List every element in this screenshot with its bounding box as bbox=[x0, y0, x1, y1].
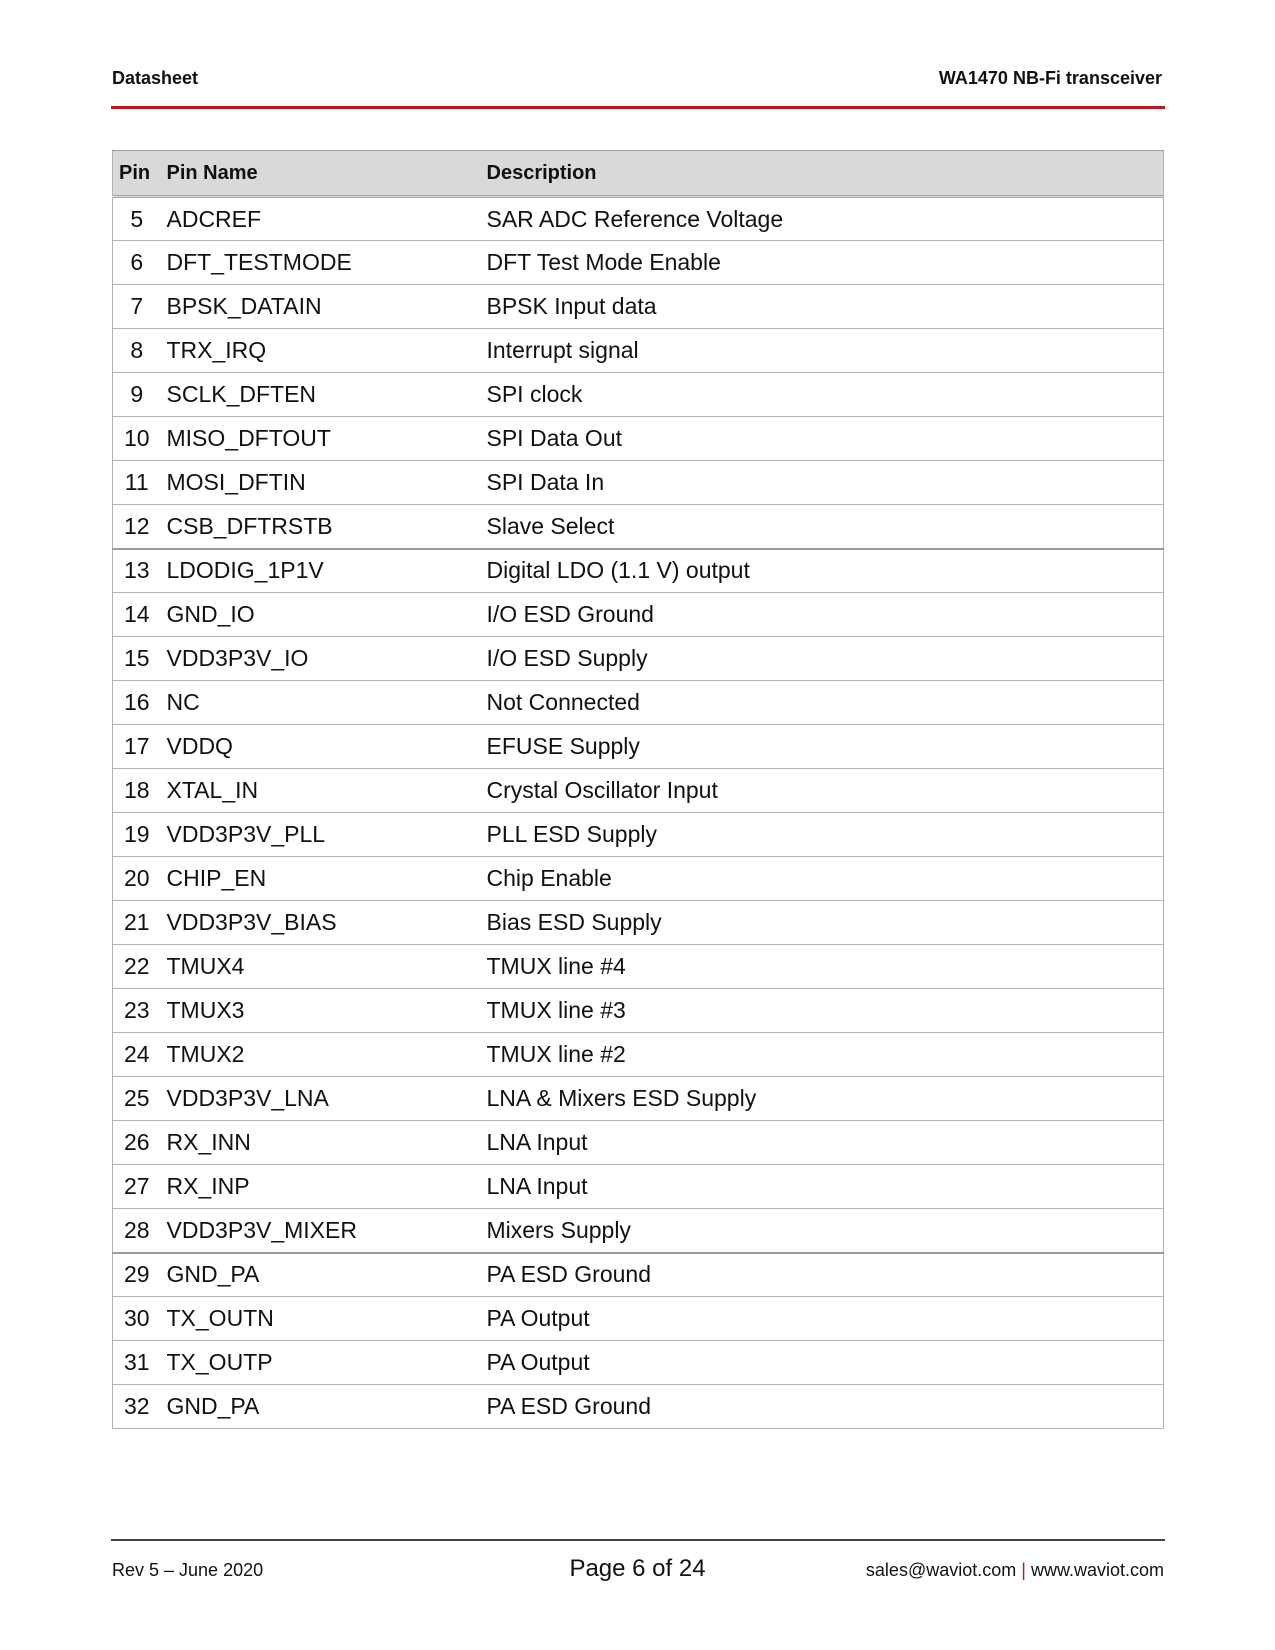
pin-number-cell: 9 bbox=[113, 373, 161, 417]
pin-name-cell: TMUX4 bbox=[161, 945, 481, 989]
table-row bbox=[113, 637, 1164, 681]
pin-name-cell: VDD3P3V_PLL bbox=[161, 813, 481, 857]
pin-number-cell: 28 bbox=[113, 1209, 161, 1253]
pin-name-cell: RX_INN bbox=[161, 1121, 481, 1165]
pin-number-cell: 27 bbox=[113, 1165, 161, 1209]
pin-name-cell: XTAL_IN bbox=[161, 769, 481, 813]
header-divider bbox=[111, 106, 1165, 109]
table-row bbox=[113, 1033, 1164, 1077]
table-row bbox=[113, 901, 1164, 945]
pin-number-cell: 26 bbox=[113, 1121, 161, 1165]
pin-number-cell: 11 bbox=[113, 461, 161, 505]
table-row bbox=[113, 1121, 1164, 1165]
table-row bbox=[113, 1253, 1164, 1297]
table-row bbox=[113, 1077, 1164, 1121]
pin-name-cell: MOSI_DFTIN bbox=[161, 461, 481, 505]
pin-description-cell: SPI clock bbox=[481, 373, 1164, 417]
pin-number-cell: 10 bbox=[113, 417, 161, 461]
pin-number-cell: 16 bbox=[113, 681, 161, 725]
pin-number-cell: 18 bbox=[113, 769, 161, 813]
pin-name-cell: VDD3P3V_IO bbox=[161, 637, 481, 681]
page-header bbox=[112, 68, 1162, 92]
footer-contact bbox=[866, 1560, 1164, 1581]
table-row bbox=[113, 593, 1164, 637]
pin-name-cell: CSB_DFTRSTB bbox=[161, 505, 481, 549]
table-row bbox=[113, 549, 1164, 593]
pin-number-cell: 22 bbox=[113, 945, 161, 989]
pin-number-cell: 7 bbox=[113, 285, 161, 329]
pin-name-cell: MISO_DFTOUT bbox=[161, 417, 481, 461]
table-row bbox=[113, 681, 1164, 725]
pin-number-cell: 24 bbox=[113, 1033, 161, 1077]
pin-description-cell: TMUX line #4 bbox=[481, 945, 1164, 989]
pin-description-cell: Bias ESD Supply bbox=[481, 901, 1164, 945]
pin-number-cell: 30 bbox=[113, 1297, 161, 1341]
pin-description-cell: Interrupt signal bbox=[481, 329, 1164, 373]
pin-name-cell: TRX_IRQ bbox=[161, 329, 481, 373]
table-row bbox=[113, 241, 1164, 285]
pin-description-cell: EFUSE Supply bbox=[481, 725, 1164, 769]
table-body bbox=[113, 197, 1164, 1429]
pin-description-cell: I/O ESD Ground bbox=[481, 593, 1164, 637]
table-row bbox=[113, 1297, 1164, 1341]
pin-description-cell: LNA Input bbox=[481, 1165, 1164, 1209]
pin-description-cell: DFT Test Mode Enable bbox=[481, 241, 1164, 285]
pin-description-cell: Crystal Oscillator Input bbox=[481, 769, 1164, 813]
pin-name-cell: VDDQ bbox=[161, 725, 481, 769]
pin-name-cell: TX_OUTP bbox=[161, 1341, 481, 1385]
column-header-pin-name: Pin Name bbox=[161, 151, 481, 197]
pin-name-cell: GND_PA bbox=[161, 1385, 481, 1429]
pin-number-cell: 15 bbox=[113, 637, 161, 681]
table-row bbox=[113, 1165, 1164, 1209]
pin-name-cell: BPSK_DATAIN bbox=[161, 285, 481, 329]
column-header-description: Description bbox=[481, 151, 1164, 197]
table-row bbox=[113, 329, 1164, 373]
pin-number-cell: 25 bbox=[113, 1077, 161, 1121]
header-doc-type: Datasheet bbox=[112, 68, 199, 88]
pin-description-cell: Slave Select bbox=[481, 505, 1164, 549]
table-row bbox=[113, 417, 1164, 461]
table-row bbox=[113, 857, 1164, 901]
pin-name-cell: TX_OUTN bbox=[161, 1297, 481, 1341]
table-row bbox=[113, 505, 1164, 549]
pin-number-cell: 12 bbox=[113, 505, 161, 549]
pin-number-cell: 8 bbox=[113, 329, 161, 373]
pin-description-cell: SPI Data Out bbox=[481, 417, 1164, 461]
pin-description-cell: PA ESD Ground bbox=[481, 1253, 1164, 1297]
pin-name-cell: SCLK_DFTEN bbox=[161, 373, 481, 417]
table-row bbox=[113, 1209, 1164, 1253]
pin-number-cell: 20 bbox=[113, 857, 161, 901]
pin-number-cell: 19 bbox=[113, 813, 161, 857]
pin-name-cell: CHIP_EN bbox=[161, 857, 481, 901]
table-row bbox=[113, 1385, 1164, 1429]
pin-number-cell: 32 bbox=[113, 1385, 161, 1429]
pin-description-cell: SAR ADC Reference Voltage bbox=[481, 197, 1164, 241]
pin-name-cell: VDD3P3V_MIXER bbox=[161, 1209, 481, 1253]
pin-description-cell: Digital LDO (1.1 V) output bbox=[481, 549, 1164, 593]
footer-website-link[interactable]: www.waviot.com bbox=[1030, 1560, 1164, 1580]
pin-name-cell: GND_IO bbox=[161, 593, 481, 637]
pin-number-cell: 21 bbox=[113, 901, 161, 945]
table-header-row bbox=[113, 151, 1164, 197]
table-row bbox=[113, 769, 1164, 813]
pin-description-cell: PA Output bbox=[481, 1297, 1164, 1341]
pin-name-cell: TMUX2 bbox=[161, 1033, 481, 1077]
pin-description-cell: I/O ESD Supply bbox=[481, 637, 1164, 681]
pin-description-cell: TMUX line #3 bbox=[481, 989, 1164, 1033]
pin-description-table bbox=[112, 150, 1164, 1429]
pin-number-cell: 6 bbox=[113, 241, 161, 285]
header-product-title: WA1470 NB-Fi transceiver bbox=[938, 68, 1162, 88]
pin-description-cell: PLL ESD Supply bbox=[481, 813, 1164, 857]
pin-number-cell: 31 bbox=[113, 1341, 161, 1385]
table-row bbox=[113, 285, 1164, 329]
pin-name-cell: VDD3P3V_LNA bbox=[161, 1077, 481, 1121]
footer-revision: Rev 5 – June 2020 bbox=[112, 1560, 264, 1580]
pin-description-cell: LNA & Mixers ESD Supply bbox=[481, 1077, 1164, 1121]
column-header-pin: Pin bbox=[113, 151, 161, 197]
footer-email-link[interactable]: sales@waviot.com bbox=[865, 1560, 1017, 1580]
pin-number-cell: 23 bbox=[113, 989, 161, 1033]
pin-number-cell: 5 bbox=[113, 197, 161, 241]
pin-name-cell: VDD3P3V_BIAS bbox=[161, 901, 481, 945]
table-row bbox=[113, 725, 1164, 769]
pin-name-cell: LDODIG_1P1V bbox=[161, 549, 481, 593]
table-row bbox=[113, 461, 1164, 505]
pin-description-cell: PA Output bbox=[481, 1341, 1164, 1385]
pin-name-cell: RX_INP bbox=[161, 1165, 481, 1209]
pin-description-cell: BPSK Input data bbox=[481, 285, 1164, 329]
pin-number-cell: 14 bbox=[113, 593, 161, 637]
pin-description-cell: Chip Enable bbox=[481, 857, 1164, 901]
pin-name-cell: ADCREF bbox=[161, 197, 481, 241]
pin-number-cell: 13 bbox=[113, 549, 161, 593]
footer-divider bbox=[111, 1539, 1165, 1541]
pin-description-cell: LNA Input bbox=[481, 1121, 1164, 1165]
pin-number-cell: 29 bbox=[113, 1253, 161, 1297]
table-row bbox=[113, 813, 1164, 857]
pin-name-cell: DFT_TESTMODE bbox=[161, 241, 481, 285]
table-row bbox=[113, 1341, 1164, 1385]
table-row bbox=[113, 197, 1164, 241]
pin-name-cell: TMUX3 bbox=[161, 989, 481, 1033]
pin-name-cell: GND_PA bbox=[161, 1253, 481, 1297]
pin-description-cell: TMUX line #2 bbox=[481, 1033, 1164, 1077]
pin-description-cell: Not Connected bbox=[481, 681, 1164, 725]
pin-description-cell: PA ESD Ground bbox=[481, 1385, 1164, 1429]
table-row bbox=[113, 989, 1164, 1033]
table-row bbox=[113, 373, 1164, 417]
pin-description-cell: SPI Data In bbox=[481, 461, 1164, 505]
table-row bbox=[113, 945, 1164, 989]
pin-description-cell: Mixers Supply bbox=[481, 1209, 1164, 1253]
footer-page-number: Page 6 of 24 bbox=[569, 1555, 706, 1582]
pin-name-cell: NC bbox=[161, 681, 481, 725]
pin-number-cell: 17 bbox=[113, 725, 161, 769]
footer-separator: | bbox=[1021, 1560, 1026, 1580]
